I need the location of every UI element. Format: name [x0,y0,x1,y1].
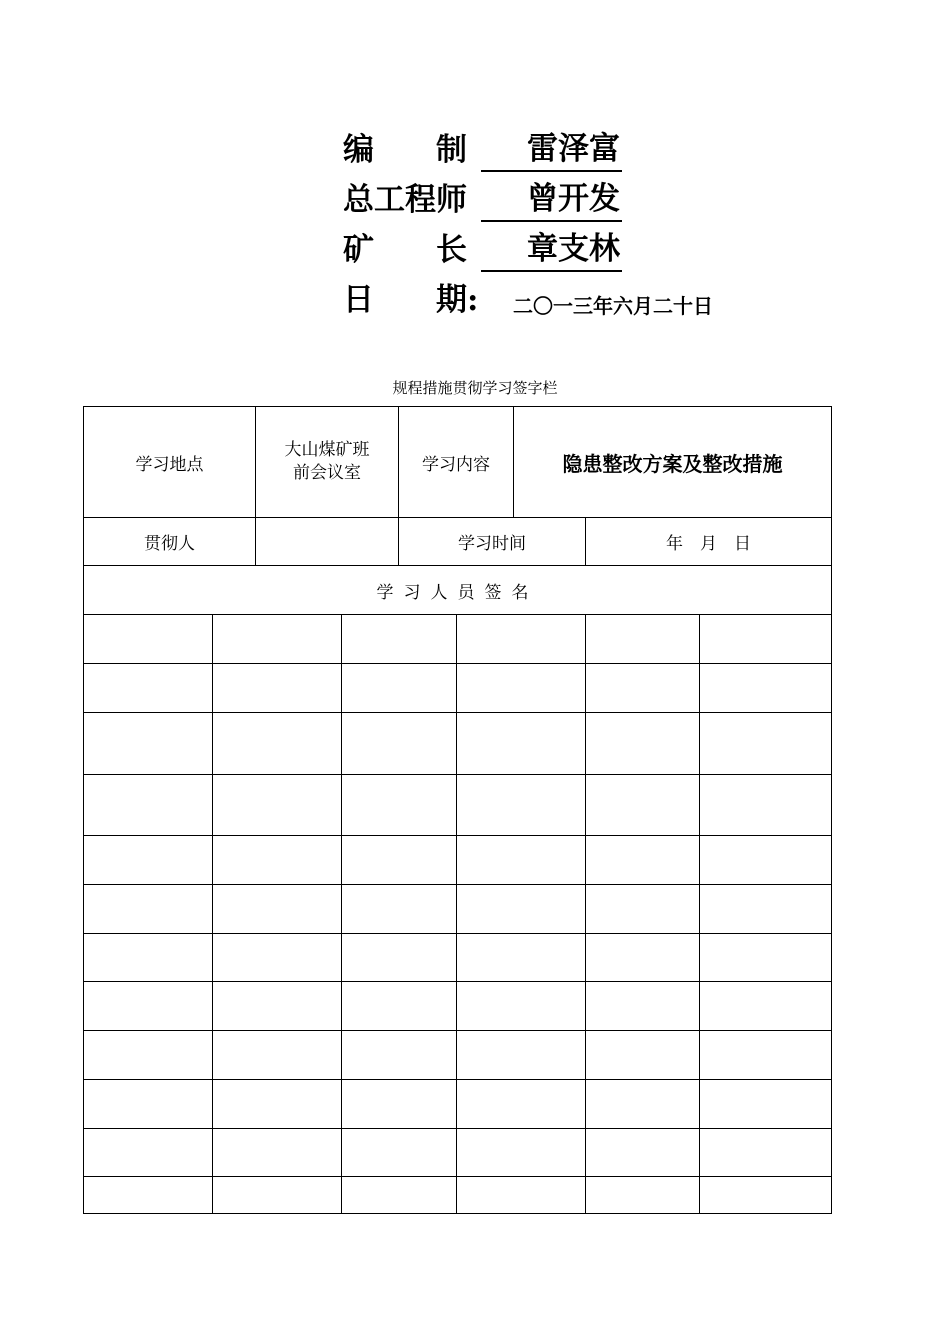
sign-cell[interactable] [457,982,586,1031]
date-label: 日 期: [343,282,479,318]
sign-row [84,1177,832,1214]
location-value-line1: 大山煤矿班 [284,440,370,460]
study-sign-table [83,406,832,1214]
sign-cell[interactable] [700,836,832,885]
sign-cell[interactable] [700,1031,832,1080]
sign-row [84,615,832,664]
sign-cell[interactable] [457,615,586,664]
sign-cell[interactable] [457,1129,586,1177]
sign-cell[interactable] [213,775,342,836]
sign-cell[interactable] [700,713,832,775]
location-label: 学习地点 [84,407,256,518]
sign-cell[interactable] [457,1080,586,1129]
mine-director-label: 矿 长 [343,232,467,268]
sign-cell[interactable] [586,1129,700,1177]
sign-cell[interactable] [457,775,586,836]
sign-cell[interactable] [700,1080,832,1129]
sign-header: 学习人员签名 [84,566,832,615]
sign-cell[interactable] [700,775,832,836]
sign-cell[interactable] [457,934,586,982]
sign-cell[interactable] [586,1031,700,1080]
compiler-name: 雷泽富 [481,128,622,172]
sign-row [84,713,832,775]
sign-row [84,1129,832,1177]
sign-cell[interactable] [342,982,457,1031]
sign-row [84,775,832,836]
sign-cell[interactable] [84,615,213,664]
sign-cell[interactable] [700,934,832,982]
sign-cell[interactable] [586,885,700,934]
sign-cell[interactable] [342,885,457,934]
compiler-label: 编 制 [343,132,467,168]
sign-cell[interactable] [84,1129,213,1177]
sign-cell[interactable] [342,934,457,982]
sign-cell[interactable] [213,836,342,885]
sign-row [84,1080,832,1129]
chief-engineer-name: 曾开发 [481,178,622,222]
sign-cell[interactable] [457,713,586,775]
sign-cell[interactable] [342,1129,457,1177]
sign-cell[interactable] [700,1129,832,1177]
sign-cell[interactable] [213,982,342,1031]
date-value: 二〇一三年六月二十日 [513,294,713,318]
sign-cell[interactable] [342,713,457,775]
sign-cell[interactable] [457,885,586,934]
mine-director-name: 章支林 [481,228,622,272]
content-label: 学习内容 [399,407,514,518]
sign-cell[interactable] [84,775,213,836]
sign-cell[interactable] [84,713,213,775]
sign-cell[interactable] [213,1080,342,1129]
sign-cell[interactable] [342,1031,457,1080]
sign-cell[interactable] [342,836,457,885]
sign-cell[interactable] [342,1177,457,1214]
location-value[interactable] [256,407,399,518]
sign-cell[interactable] [342,775,457,836]
sign-cell[interactable] [213,615,342,664]
sign-cell[interactable] [84,885,213,934]
sign-cell[interactable] [84,1177,213,1214]
implementer-value[interactable] [256,518,399,566]
sign-cell[interactable] [700,664,832,713]
sign-cell[interactable] [586,1177,700,1214]
sign-cell[interactable] [213,885,342,934]
chief-engineer-label: 总工程师 [343,182,467,218]
sign-cell[interactable] [84,934,213,982]
sign-cell[interactable] [213,1129,342,1177]
sign-cell[interactable] [586,1080,700,1129]
sign-cell[interactable] [342,1080,457,1129]
sign-cell[interactable] [213,713,342,775]
sign-cell[interactable] [586,664,700,713]
time-label: 学习时间 [399,518,586,566]
implementer-label: 贯彻人 [84,518,256,566]
sign-cell[interactable] [84,664,213,713]
table-title: 规程措施贯彻学习签字栏 [392,379,558,397]
time-value[interactable]: 年 月 日 [586,518,832,566]
sign-cell[interactable] [586,982,700,1031]
sign-cell[interactable] [586,615,700,664]
sign-cell[interactable] [84,982,213,1031]
sign-cell[interactable] [586,713,700,775]
location-value-line2: 前会议室 [293,463,361,483]
sign-cell[interactable] [586,934,700,982]
sign-row [84,934,832,982]
sign-row [84,836,832,885]
sign-cell[interactable] [213,1177,342,1214]
sign-cell[interactable] [342,615,457,664]
sign-cell[interactable] [586,836,700,885]
sign-cell[interactable] [342,664,457,713]
sign-row [84,664,832,713]
sign-cell[interactable] [457,1031,586,1080]
sign-row [84,982,832,1031]
sign-row [84,885,832,934]
sign-cell[interactable] [457,836,586,885]
sign-cell[interactable] [700,982,832,1031]
sign-cell[interactable] [457,664,586,713]
sign-cell[interactable] [213,934,342,982]
sign-cell[interactable] [700,1177,832,1214]
sign-cell[interactable] [84,836,213,885]
sign-cell[interactable] [700,615,832,664]
sign-cell[interactable] [457,1177,586,1214]
sign-cell[interactable] [213,1031,342,1080]
sign-cell[interactable] [700,885,832,934]
sign-cell[interactable] [213,664,342,713]
sign-cell[interactable] [84,1031,213,1080]
sign-cell[interactable] [84,1080,213,1129]
content-value[interactable]: 隐患整改方案及整改措施 [514,407,832,518]
sign-cell[interactable] [586,775,700,836]
sign-row [84,1031,832,1080]
